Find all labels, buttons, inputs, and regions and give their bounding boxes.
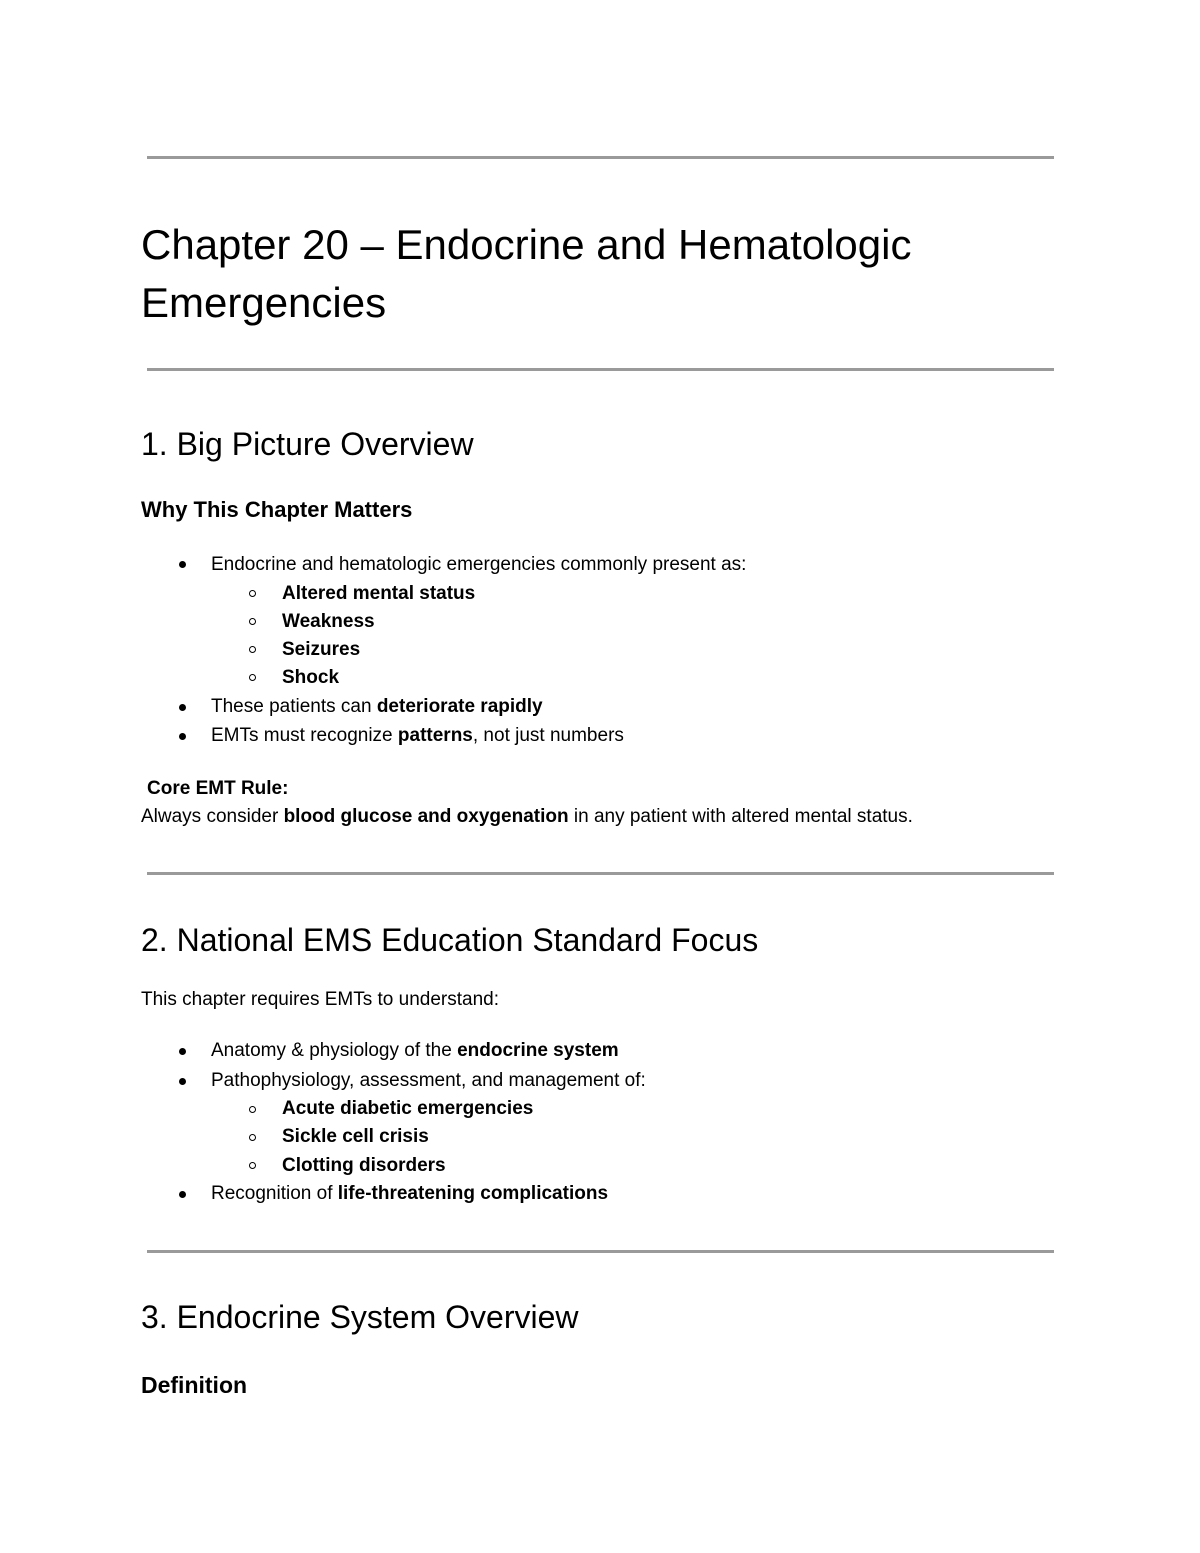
list-item: Shock bbox=[282, 667, 340, 688]
section-heading: 3. Endocrine System Overview bbox=[141, 1299, 579, 1335]
divider bbox=[147, 156, 1054, 159]
section-heading: 2. National EMS Education Standard Focus bbox=[141, 922, 759, 958]
list-item: Acute diabetic emergencies bbox=[282, 1098, 534, 1119]
circle-bullet-icon bbox=[249, 1106, 256, 1113]
subheading: Definition bbox=[141, 1372, 248, 1398]
divider bbox=[147, 1250, 1054, 1253]
circle-bullet-icon bbox=[249, 590, 256, 597]
list-item: Anatomy & physiology of the endocrine system bbox=[211, 1040, 619, 1061]
list-item: These patients can deteriorate rapidly bbox=[211, 696, 543, 717]
rule-label: Core EMT Rule: bbox=[147, 778, 289, 799]
bullet-icon bbox=[179, 1191, 186, 1198]
intro-text: This chapter requires EMTs to understand: bbox=[141, 989, 500, 1010]
section-heading: 1. Big Picture Overview bbox=[141, 426, 474, 462]
bullet-icon bbox=[179, 1078, 186, 1085]
bullet-icon bbox=[179, 1048, 186, 1055]
list-item: EMTs must recognize patterns, not just numbers bbox=[211, 725, 624, 746]
divider bbox=[147, 368, 1054, 371]
rule-text: Always consider blood glucose and oxygenation in any patient with altered mental status. bbox=[141, 806, 913, 827]
list-item: Altered mental status bbox=[282, 583, 476, 604]
list-item: Pathophysiology, assessment, and management of: bbox=[211, 1070, 646, 1091]
circle-bullet-icon bbox=[249, 1134, 256, 1141]
bullet-icon bbox=[179, 704, 186, 711]
circle-bullet-icon bbox=[249, 1162, 256, 1169]
list-item: Seizures bbox=[282, 639, 361, 660]
circle-bullet-icon bbox=[249, 674, 256, 681]
bullet-icon bbox=[179, 733, 186, 740]
list-item: Recognition of life-threatening complications bbox=[211, 1183, 609, 1204]
subheading: Why This Chapter Matters bbox=[141, 497, 413, 522]
list-item: Endocrine and hematologic emergencies commonly present as: bbox=[211, 554, 747, 575]
divider bbox=[147, 872, 1054, 875]
circle-bullet-icon bbox=[249, 618, 256, 625]
list-item: Weakness bbox=[282, 611, 375, 632]
page-title: Chapter 20 – Endocrine and Hematologic Emergencies bbox=[141, 221, 912, 326]
bullet-icon bbox=[179, 561, 186, 568]
list-item: Clotting disorders bbox=[282, 1155, 446, 1176]
list-item: Sickle cell crisis bbox=[282, 1126, 429, 1147]
circle-bullet-icon bbox=[249, 646, 256, 653]
